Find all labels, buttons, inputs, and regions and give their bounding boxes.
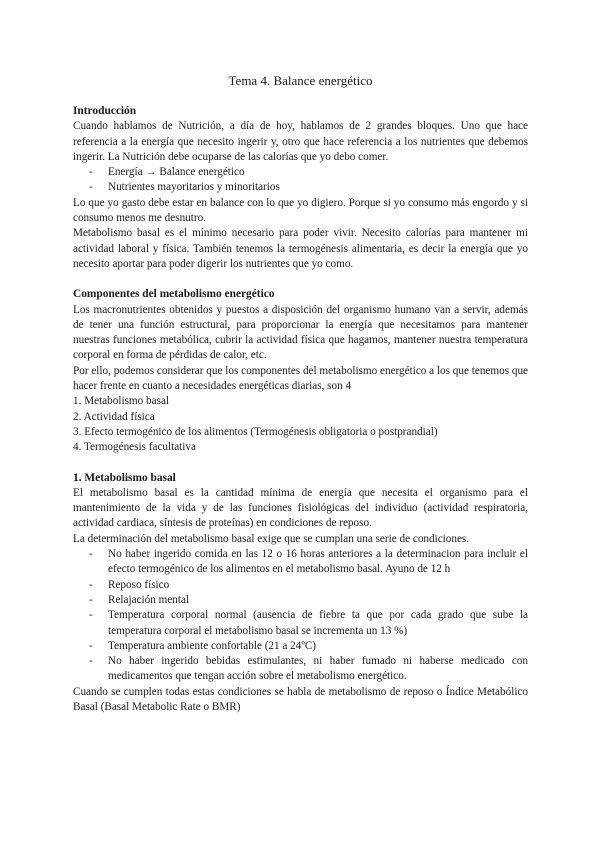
components-item-1: 1. Metabolismo basal (73, 395, 170, 408)
page-title: Tema 4. Balance energético (228, 73, 373, 88)
basal-conditions-list (73, 547, 528, 685)
components-heading: Componentes del metabolismo energético (73, 288, 275, 301)
list-item: - Reposo físico (89, 578, 170, 591)
intro-heading: Introducción (73, 105, 137, 117)
components-paragraph-1: Los macronutrientes obtenidos y puestos a disposición del organismo humano van a servir, además de tener una función estructural, para proporcionar la energía que necesitamos para mantener nuestras funciones metabólica, cubrir la actividad física que hagamos, mantener nuestra temperatura corporal en forma de pérdidas de calor, etc. (73, 303, 528, 362)
list-item: - No haber ingerido bebidas estimulantes, ni haber fumado ni haberse medicado con medicamentos que tengan acción sobre el metabolismo energético. (89, 655, 528, 683)
intro-paragraph-2: Lo que yo gasto debe estar en balance con lo que yo digiero. Porque si yo consumo más engordo y si consumo menos me desnutro. (73, 196, 528, 225)
list-item: - Nutrientes mayoritarios y minoritarios (89, 181, 280, 194)
basal-paragraph-1: El metabolismo basal es la cantidad mínima de energía que necesita el organismo para el mantenimiento de la vida y de las funciones fisiológicas del individuo (actividad respiratoria, actividad cardiaca, síntesis de proteínas) en condiciones de reposo. (73, 486, 528, 530)
basal-heading: 1. Metabolismo basal (73, 471, 176, 484)
basal-paragraph-2: La determinación del metabolismo basal exige que se cumplan una serie de condiciones. (73, 532, 470, 545)
components-item-2: 2. Actividad física (73, 410, 155, 423)
list-item: - Relajación mental (89, 593, 190, 606)
components-item-3: 3. Efecto termogénico de los alimentos (Termogénesis obligatoria o postprandial) (73, 425, 438, 438)
list-item: - Temperatura ambiente confortable (21 a 24ºC) (89, 639, 317, 652)
list-item: - Energía → Balance energético (89, 166, 245, 179)
intro-paragraph-3: Metabolismo basal es el mínimo necesario para poder vivir. Necesito calorías para mantener mi actividad laboral y física. También tenemos la termogénesis alimentaria, es decir la energía que yo necesito aportar para poder digerir los nutrientes que yo como. (73, 227, 528, 270)
intro-paragraph-1: Cuando hablamos de Nutrición, a día de hoy, hablamos de 2 grandes bloques. Uno que hace referencia a la energía que necesito ingerir y, otro que hace referencia a los nutrientes que debemos ingerir. La Nutrición debe ocuparse de las calorías que yo debo comer. (73, 120, 528, 163)
intro-bullet-list (73, 165, 528, 196)
list-item: - No haber ingerido comida en las 12 o 16 horas anteriores a la determinacion para incluir el efecto termogénico de los alimentos en el metabolismo basal. Ayuno de 12 h (89, 548, 528, 576)
basal-paragraph-3: Cuando se cumplen todas estas condiciones se habla de metabolismo de reposo o Índice Metabólico Basal (Basal Metabolic Rate o BMR) (73, 685, 528, 713)
list-item: - Temperatura corporal normal (ausencia de fiebre ta que por cada grado que sube la temperatura corporal el metabolismo basal se incrementa un 13 %) (89, 609, 528, 637)
components-paragraph-2: Por ello, podemos considerar que los componentes del metabolismo energético a los que tenemos que hacer frente en cuanto a necesidades energéticas diarias, son 4 (73, 364, 528, 393)
components-item-4: 4. Termogénesis facultativa (73, 441, 196, 454)
